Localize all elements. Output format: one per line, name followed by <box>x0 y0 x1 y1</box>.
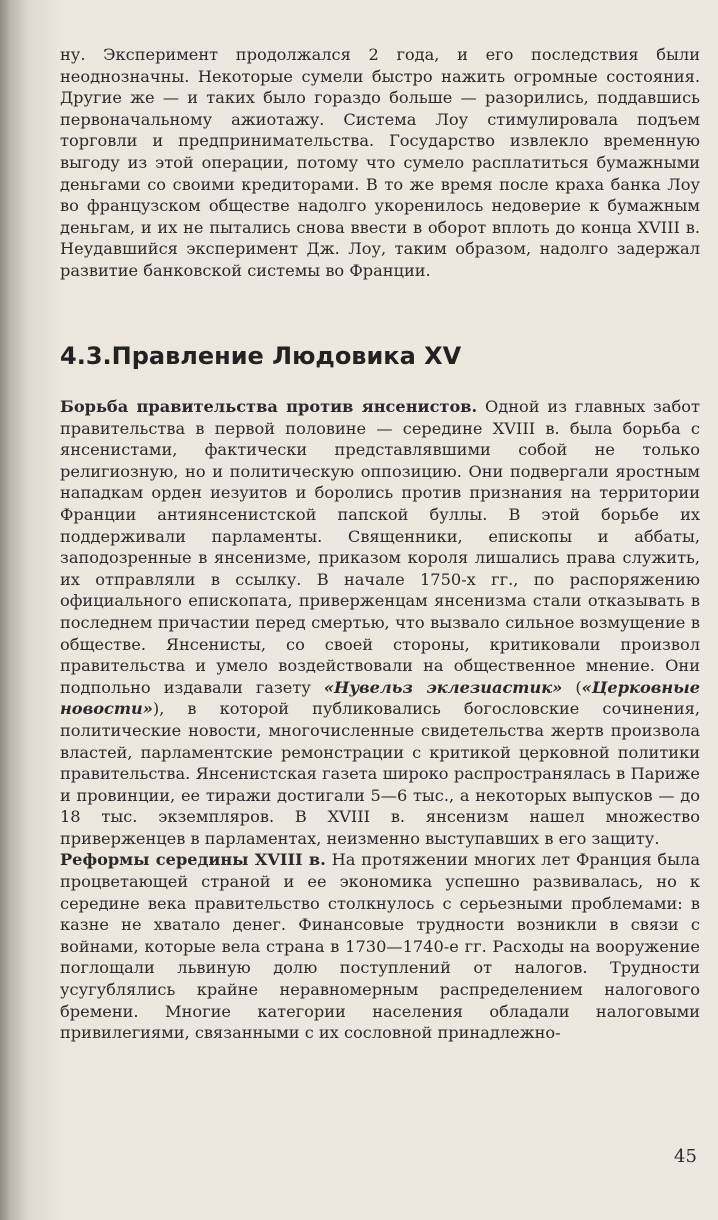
newspaper-title: «Нувельз эклезиастик» <box>323 677 563 697</box>
paragraph-text: ), в которой публиковались богословские сочинения, политические новости, многочисленные свидетельства жертв произвола властей, парламентские ремонстрации с критикой церковной политики правительства. Янсенистская газета широко распространялась в Париже и провинции, ее тиражи достигали 5—6 тыс., а некоторых выпусков — до 18 тыс. экземпляров. В XVIII в. янсенизм нашел множество приверженцев в парламентах, неизменно выступавших в его защиту. <box>60 699 700 848</box>
paragraph-jansenists <box>60 396 700 849</box>
paragraph-text: ( <box>562 677 582 697</box>
paragraph-text: Одной из главных забот правительства в первой половине — середине XVIII в. была борьба с янсенистами, фактически представлявшими собой не только религиозную, но и политическую оппозицию. Они подвергали яростным нападкам орден иезуитов и боролись против признания на территории Франции антиянсенистской папской буллы. В этой борьбе их поддерживали парламенты. Священники, епископы и аббаты, заподозренные в янсенизме, приказом короля лишались права служить, их отправляли в ссылку. В начале 1750-х гг., по распоряжению официального епископата, приверженцам янсенизма стали отказывать в последнем причастии перед смертью, что вызвало сильное возмущение в обществе. Янсенисты, со своей стороны, критиковали произвол правительства и умело воздействовали на общественное мнение. Они подпольно издавали газету <box>60 397 700 697</box>
section-heading: 4.3.Правление Людовика XV <box>60 342 462 370</box>
newspaper-title-translation: «Церковные новости» <box>60 677 700 719</box>
text-column-body <box>60 396 700 1044</box>
paragraph-continued: ну. Эксперимент продолжался 2 года, и его последствия были неоднозначны. Некоторые сумели быстро нажить огромные состояния. Другие же — и таких было гораздо больше — разорились, поддавшись первоначальному ажиотажу. Система Лоу стимулировала подъем торговли и предпринимательства. Государство извлекло временную выгоду из этой операции, потому что сумело расплатиться бумажными деньгами со своими кредиторами. В то же время после краха банка Лоу во французском обществе надолго укоренилось недоверие к бумажным деньгам, и их не пытались снова ввести в оборот вплоть до конца XVIII в. Неудавшийся эксперимент Дж. Лоу, таким образом, надолго задержал развитие банковской системы во Франции. <box>60 45 700 280</box>
paragraph-lead-jansenists: Борьба правительства против янсенистов. <box>60 397 478 416</box>
page-number: 45 <box>674 1146 697 1167</box>
paragraph-lead-reforms: Реформы середины XVIII в. <box>60 850 326 870</box>
paragraph-reforms <box>60 849 700 1043</box>
text-column-top <box>60 44 700 282</box>
paragraph-text: На протяжении многих лет Франция была процветающей страной и ее экономика успешно развивалась, но к середине века правительство столкнулось с серьезными проблемами: в казне не хватало денег. Финансовые трудности возникли в связи с войнами, которые вела страна в 1730—1740-е гг. Расходы на вооружение поглощали львиную долю поступлений от налогов. Трудности усугублялись крайне неравномерным распределением налогового бремени. Многие категории населения обладали налоговыми привилегиями, связанными с их сословной принадлежно- <box>60 850 700 1043</box>
